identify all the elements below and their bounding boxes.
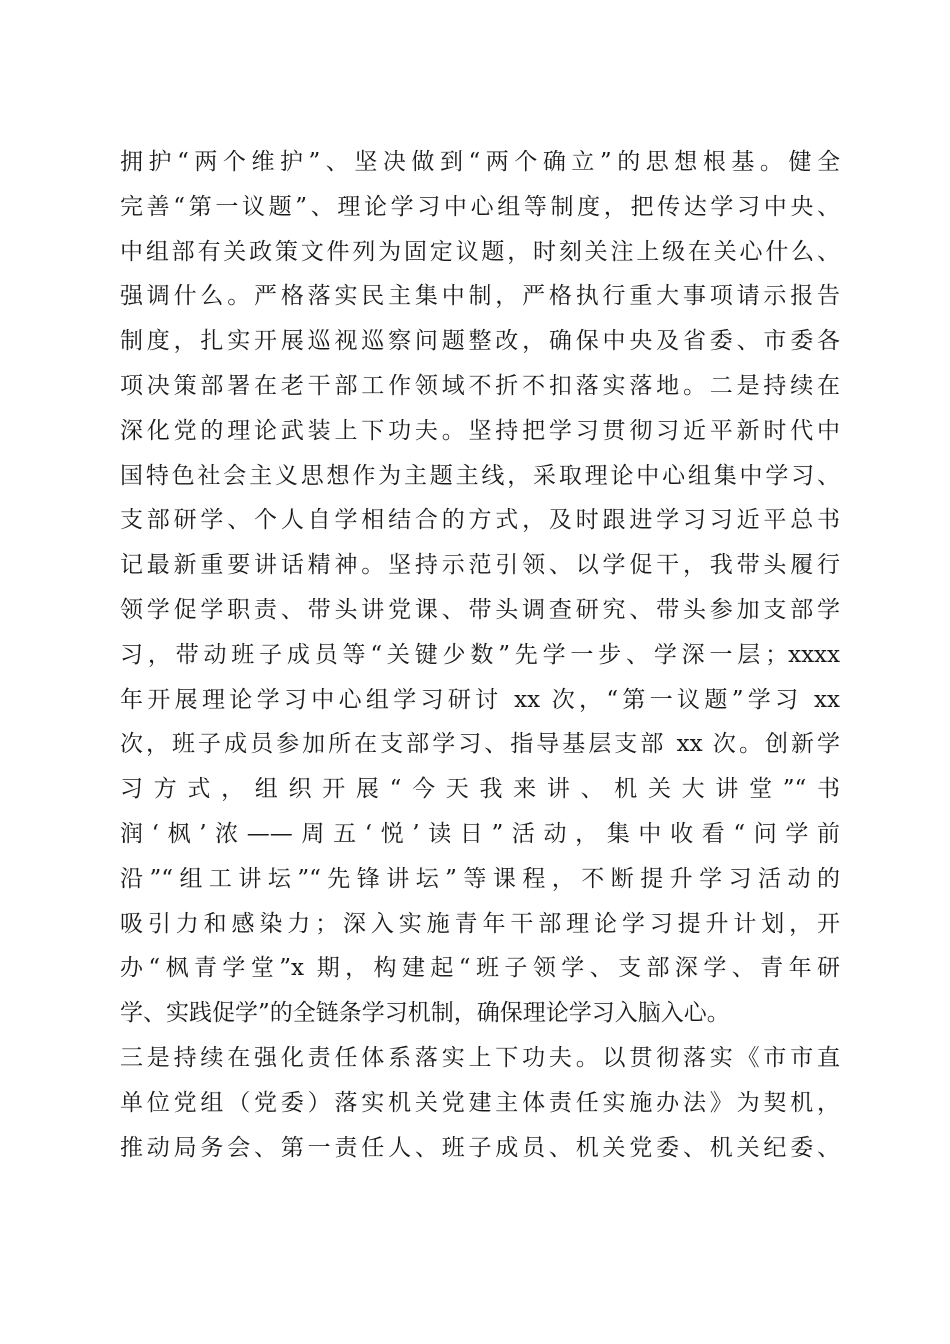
text-line: 办“枫青学堂”x 期，构建起“班子领学、支部深学、青年研	[120, 955, 840, 982]
text-line: 沿”“组工讲坛”“先锋讲坛”等课程，不断提升学习活动的	[120, 865, 840, 892]
text-line: 习方式，组织开展“今天我来讲、机关大讲堂”“书	[120, 776, 840, 803]
text-line: 年开展理论学习中心组学习研讨 xx 次，“第一议题”学习 xx	[120, 686, 840, 713]
text-line: 支部研学、个人自学相结合的方式，及时跟进学习习近平总书	[120, 507, 840, 534]
text-line: 项决策部署在老干部工作领域不折不扣落实落地。二是持续在	[120, 372, 840, 399]
text-line: 学、实践促学”的全链条学习机制，确保理论学习入脑入心。	[120, 1000, 730, 1027]
body-paragraph	[120, 140, 840, 1170]
text-line: 强调什么。严格落实民主集中制，严格执行重大事项请示报告	[120, 283, 840, 310]
text-line: 单位党组（党委）落实机关党建主体责任实施办法》为契机，	[120, 1089, 840, 1116]
text-line: 领学促学职责、带头讲党课、带头调查研究、带头参加支部学	[120, 596, 840, 623]
text-line: 制度，扎实开展巡视巡察问题整改，确保中央及省委、市委各	[120, 328, 840, 355]
text-line: 记最新重要讲话精神。坚持示范引领、以学促干，我带头履行	[120, 552, 840, 579]
text-line: 国特色社会主义思想作为主题主线，采取理论中心组集中学习、	[120, 462, 840, 489]
text-line: 习，带动班子成员等“关键少数”先学一步、学深一层；xxxx	[120, 641, 840, 668]
text-line: 中组部有关政策文件列为固定议题，时刻关注上级在关心什么、	[120, 238, 840, 265]
text-line: 次，班子成员参加所在支部学习、指导基层支部 xx 次。创新学	[120, 731, 840, 758]
text-line: 深化党的理论武装上下功夫。坚持把学习贯彻习近平新时代中	[120, 417, 840, 444]
text-line: 吸引力和感染力；深入实施青年干部理论学习提升计划，开	[120, 910, 840, 937]
text-line: 推动局务会、第一责任人、班子成员、机关党委、机关纪委、	[120, 1134, 840, 1161]
text-line: 完善“第一议题”、理论学习中心组等制度，把传达学习中央、	[120, 193, 840, 220]
text-line: 拥护“两个维护”、坚决做到“两个确立”的思想根基。健全	[120, 149, 840, 175]
text-line: 润‘枫’浓——周五‘悦’读日”活动，集中收看“问学前	[120, 820, 840, 847]
text-line: 三是持续在强化责任体系落实上下功夫。以贯彻落实《市市直	[120, 1044, 840, 1071]
